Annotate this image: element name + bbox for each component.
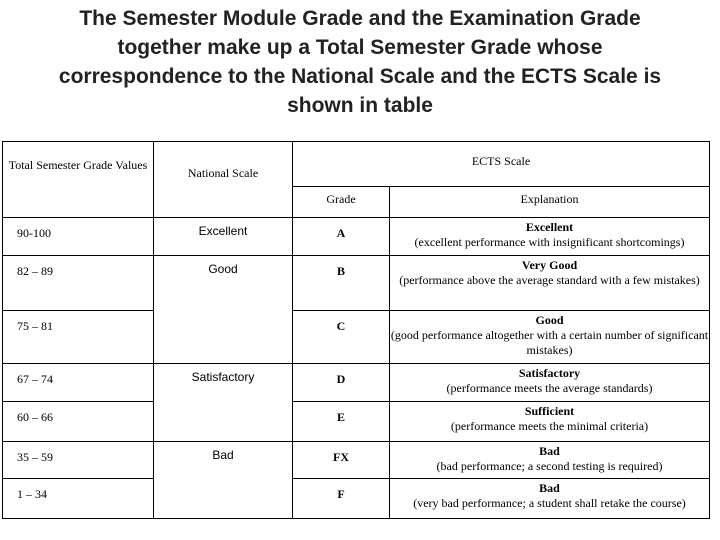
grade-values: 60 – 66 xyxy=(3,402,154,442)
ects-grade: F xyxy=(293,479,390,519)
ects-explanation xyxy=(390,311,710,364)
ects-explanation xyxy=(390,218,710,256)
table-row xyxy=(3,442,710,479)
explanation-title: Bad xyxy=(539,444,560,458)
table-row xyxy=(3,402,710,442)
grade-values: 75 – 81 xyxy=(3,311,154,364)
ects-grade: FX xyxy=(293,442,390,479)
national-scale-satisfactory: Satisfactory xyxy=(154,364,293,442)
title-line-1: The Semester Module Grade and the Examination Grade xyxy=(79,7,641,30)
header-values: Total Semester Grade Values xyxy=(3,142,154,218)
grade-values: 82 – 89 xyxy=(3,256,154,311)
explanation-desc: (performance meets the minimal criteria) xyxy=(450,419,649,433)
explanation-desc: (performance meets the average standards) xyxy=(446,381,653,395)
explanation-desc: (bad performance; a second testing is required) xyxy=(436,459,663,473)
table-row xyxy=(3,256,710,311)
header-ects-scale: ECTS Scale xyxy=(293,142,710,187)
header-national-scale: National Scale xyxy=(154,142,293,218)
ects-grade: B xyxy=(293,256,390,311)
explanation-title: Excellent xyxy=(525,220,574,234)
ects-grade: E xyxy=(293,402,390,442)
explanation-desc: (good performance altogether with a certain number of significant mistakes) xyxy=(390,328,709,357)
ects-explanation xyxy=(390,364,710,402)
ects-explanation xyxy=(390,442,710,479)
ects-grade: D xyxy=(293,364,390,402)
ects-grade: C xyxy=(293,311,390,364)
grade-values: 35 – 59 xyxy=(3,442,154,479)
ects-grade: A xyxy=(293,218,390,256)
ects-explanation xyxy=(390,256,710,311)
table-row xyxy=(3,479,710,519)
page-title xyxy=(10,4,710,120)
explanation-title: Very Good xyxy=(521,258,578,272)
explanation-title: Sufficient xyxy=(524,404,575,418)
grading-table xyxy=(2,141,710,519)
explanation-title: Satisfactory xyxy=(518,366,581,380)
header-grade: Grade xyxy=(293,187,390,218)
national-scale-excellent: Excellent xyxy=(154,218,293,256)
title-line-4: shown in table xyxy=(287,94,433,117)
national-scale-bad: Bad xyxy=(154,442,293,519)
national-scale-good: Good xyxy=(154,256,293,364)
ects-explanation xyxy=(390,479,710,519)
grade-values: 90-100 xyxy=(3,218,154,256)
explanation-desc: (performance above the average standard with a few mistakes) xyxy=(399,273,700,287)
table-row xyxy=(3,218,710,256)
explanation-title: Bad xyxy=(539,481,560,495)
grade-values: 1 – 34 xyxy=(3,479,154,519)
table-header-row xyxy=(3,142,710,187)
table-row xyxy=(3,364,710,402)
ects-explanation xyxy=(390,402,710,442)
explanation-title: Good xyxy=(535,313,564,327)
explanation-desc: (excellent performance with insignificant shortcomings) xyxy=(414,235,685,249)
grade-values: 67 – 74 xyxy=(3,364,154,402)
title-line-3: correspondence to the National Scale and the ECTS Scale is xyxy=(58,65,662,88)
table-row xyxy=(3,311,710,364)
title-line-2: together make up a Total Semester Grade whose xyxy=(117,36,603,59)
explanation-desc: (very bad performance; a student shall retake the course) xyxy=(413,496,686,510)
header-explanation: Explanation xyxy=(390,187,710,218)
